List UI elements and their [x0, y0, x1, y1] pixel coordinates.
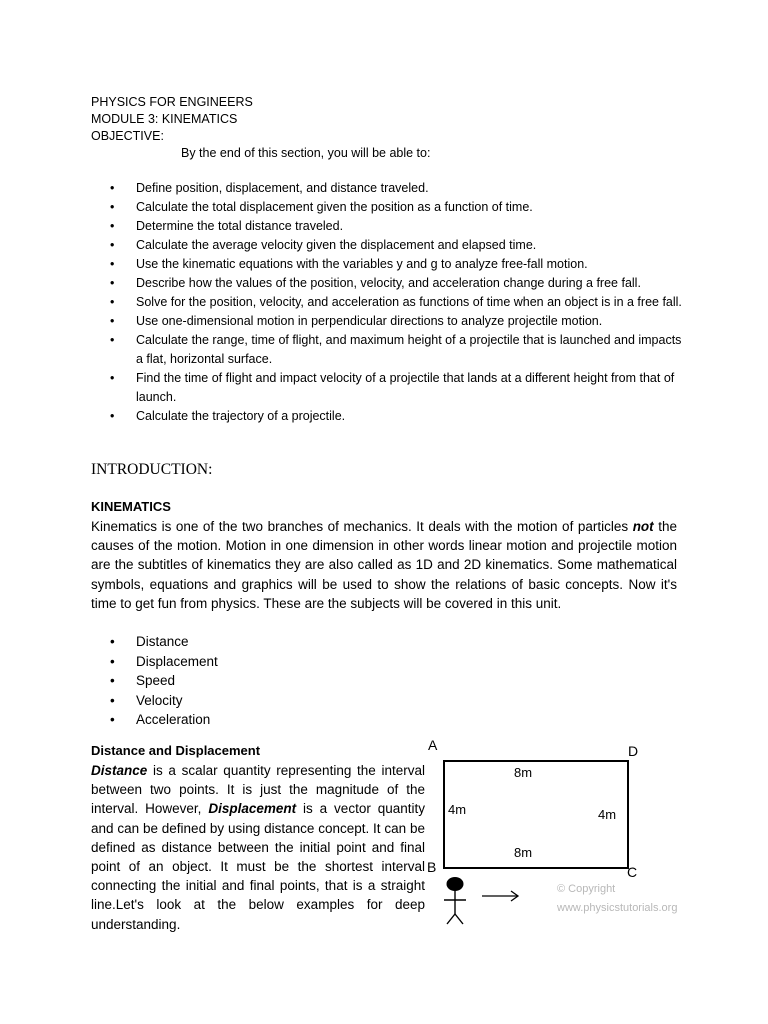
introduction-heading: INTRODUCTION: [91, 461, 213, 478]
topic-item [110, 691, 218, 711]
bullet: • [110, 295, 115, 309]
objective-item [110, 312, 685, 331]
copyright-label: © Copyright [557, 883, 616, 895]
course-title: PHYSICS FOR ENGINEERS [91, 95, 253, 109]
distance-text-1: is a scalar quantity representing the interval between two points. It is just the magnitude of the interval. However, [91, 763, 425, 817]
objective-text: Calculate the average velocity given the displacement and elapsed time. [136, 238, 537, 252]
distance-displacement-heading: Distance and Displacement [91, 743, 261, 758]
bullet: • [110, 257, 115, 271]
topic-item [110, 710, 218, 730]
emphasis-not: not [632, 519, 654, 534]
topic-text: Distance [136, 634, 189, 649]
corner-a-label: A [428, 737, 438, 753]
topic-text: Speed [136, 673, 176, 689]
bullet: • [110, 200, 115, 214]
objective-text: Solve for the position, velocity, and acceleration as functions of time when an object is in a free fall. [136, 295, 682, 309]
objective-label: OBJECTIVE: [91, 129, 164, 143]
objective-text: Use one-dimensional motion in perpendicular directions to analyze projectile motion. [136, 314, 603, 328]
corner-b-label: B [427, 859, 437, 875]
distance-text-2: is a vector quantity and can be defined by using distance concept. It can be defined as distance between the initial point and final point of an object. It must be the shortest interval connecting the initial and final points, that is a straight line.Let's look at the below examples for deep understanding. [91, 801, 425, 932]
objective-item [110, 217, 685, 236]
topic-item [110, 671, 218, 691]
bullet: • [110, 238, 115, 252]
topic-item [110, 652, 218, 672]
bullet: • [110, 371, 115, 385]
objective-item [110, 198, 685, 217]
objective-item [110, 236, 685, 255]
objective-lead: By the end of this section, you will be able to: [181, 146, 431, 160]
bullet: • [110, 634, 115, 649]
objective-item [110, 369, 685, 407]
distance-diagram [420, 730, 710, 930]
objectives-list [110, 179, 685, 426]
objective-item [110, 179, 685, 198]
objective-text: Define position, displacement, and distance traveled. [136, 181, 429, 195]
objective-item [110, 293, 685, 312]
term-displacement: Displacement [208, 801, 297, 817]
left-length-label: 4m [448, 802, 467, 817]
bullet: • [110, 692, 115, 708]
stick-figure-icon [444, 877, 466, 924]
topics-list [110, 632, 218, 730]
distance-paragraph [91, 761, 425, 934]
bottom-length-label: 8m [514, 845, 533, 860]
objective-item [110, 331, 685, 369]
topic-item [110, 632, 218, 652]
kinematics-text-a: Kinematics is one of the two branches of mechanics. It deals with the motion of particles [91, 519, 633, 534]
objective-item [110, 274, 685, 293]
bullet: • [110, 333, 115, 347]
objective-item [110, 407, 685, 426]
right-length-label: 4m [598, 807, 617, 822]
arrow-right-icon [482, 891, 518, 901]
bullet: • [110, 409, 115, 423]
bullet: • [110, 219, 115, 233]
bullet: • [110, 673, 115, 689]
kinematics-text-b: the causes of the motion. Motion in one dimension in other words linear motion and projectile motion are the subtitles of kinematics they are also called as 1D and 2D kinematics. Some mathematical symbols, equations and graphics will be used to show the relations of basic concepts. Now it's time to get fun from physics. These are the subjects will be covered in this unit. [91, 519, 677, 611]
objective-text: Calculate the range, time of flight, and maximum height of a projectile that is launched and impacts a flat, horizontal surface. [136, 333, 682, 366]
objective-text: Calculate the total displacement given the position as a function of time. [136, 200, 533, 214]
corner-d-label: D [628, 743, 639, 759]
objective-text: Describe how the values of the position, velocity, and acceleration change during a free fall. [136, 276, 641, 290]
top-length-label: 8m [514, 765, 533, 780]
kinematics-heading: KINEMATICS [91, 499, 171, 514]
topic-text: Displacement [136, 653, 218, 669]
bullet: • [110, 653, 115, 669]
copyright-url: www.physicstutorials.org [557, 902, 678, 914]
bullet: • [110, 712, 115, 728]
bullet: • [110, 181, 115, 195]
document-header [91, 94, 253, 145]
objective-item [110, 255, 685, 274]
topic-text: Acceleration [136, 712, 211, 728]
objective-text: Use the kinematic equations with the variables y and g to analyze free-fall motion. [136, 257, 588, 271]
bullet: • [110, 276, 115, 290]
corner-c-label: C [627, 864, 638, 880]
kinematics-paragraph [91, 517, 677, 613]
objective-text: Determine the total distance traveled. [136, 219, 344, 233]
module-title: MODULE 3: KINEMATICS [91, 112, 238, 126]
objective-text: Calculate the trajectory of a projectile. [136, 409, 346, 423]
objective-text: Find the time of flight and impact velocity of a projectile that lands at a different height from that of launch. [136, 371, 675, 404]
term-distance: Distance [91, 763, 148, 778]
topic-text: Velocity [136, 692, 183, 708]
bullet: • [110, 314, 115, 328]
